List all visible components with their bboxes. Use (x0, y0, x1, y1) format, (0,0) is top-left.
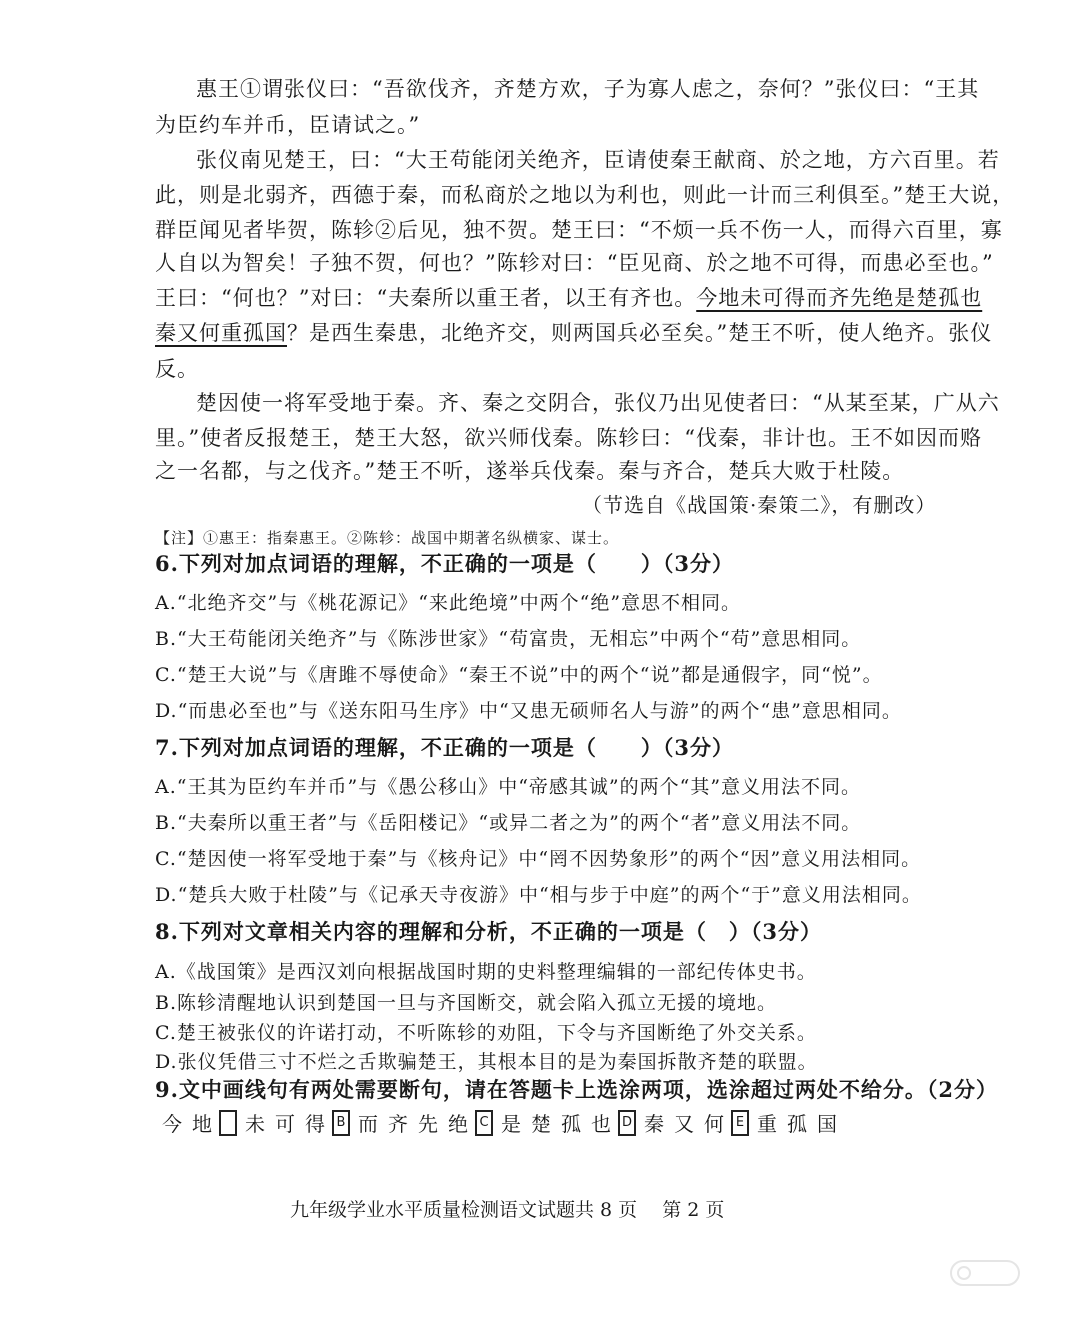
sequence-char: 绝 (448, 1112, 468, 1136)
passage-line: 此，则是北弱齐，西德于秦，而私商於之地以为利也，则此一计而三利俱至。”楚王大说， (155, 183, 1015, 207)
question-7-stem: 7.下列对加点词语的理解，不正确的一项是（ ）（3分） (155, 735, 735, 760)
sequence-char: 也 (591, 1112, 611, 1136)
break-option-b-box[interactable]: B (332, 1110, 350, 1136)
passage-line: 群臣闻见者毕贺，陈轸②后见，独不贺。楚王曰：“不烦一兵不伤一人，而得六百里，寡 (155, 218, 1003, 242)
sequence-char: 秦 (644, 1112, 664, 1136)
passage-line: 为臣约车并币，臣请试之。” (155, 113, 421, 137)
passage-line: 楚因使一将军受地于秦。齐、秦之交阴合，张仪乃出见使者曰：“从某至某，广从六 (196, 391, 1000, 415)
sequence-char: 得 (305, 1112, 325, 1136)
sequence-char: 先 (418, 1112, 438, 1136)
passage-line (155, 319, 992, 347)
question-8-option-d: D.张仪凭借三寸不烂之舌欺骗楚王，其根本目的是为秦国拆散齐楚的联盟。 (155, 1051, 818, 1073)
passage-line: 惠王①谓张仪曰：“吾欲伐齐，齐楚方欢，子为寡人虑之，奈何？”张仪曰：“王其 (196, 77, 980, 101)
sequence-char: 重 (757, 1112, 777, 1136)
underlined-sentence: 秦又何重孤国 (155, 321, 287, 345)
passage-line (155, 284, 982, 312)
question-9-stem: 9.文中画线句有两处需要断句，请在答题卡上选涂两项，选涂超过两处不给分。（2分） (155, 1077, 999, 1102)
break-option-c-box[interactable]: C (475, 1110, 493, 1136)
source-citation: （节选自《战国策·秦策二》，有删改） (582, 493, 937, 517)
break-option-e-box[interactable]: E (731, 1110, 749, 1136)
question-8-option-a: A.《战国策》是西汉刘向根据战国时期的史料整理编辑的一部纪传体史书。 (155, 961, 817, 983)
question-6-stem: 6.下列对加点词语的理解，不正确的一项是（ ）（3分） (155, 551, 735, 576)
underlined-sentence: 今地未可得而齐先绝是楚孤也 (696, 286, 983, 310)
sequence-char: 孤 (787, 1112, 807, 1136)
question-6-option-b: B.“大王苟能闭关绝齐”与《陈涉世家》“苟富贵，无相忘”中两个“苟”意思相同。 (155, 628, 862, 650)
break-option-a-box[interactable] (219, 1110, 237, 1136)
question-7-option-d: D.“楚兵大败于杜陵”与《记承天寺夜游》中“相与步于中庭”的两个“于”意义用法相同。 (155, 884, 922, 906)
passage-line: 人自以为智矣！子独不贺，何也？”陈轸对曰：“臣见商、於之地不可得，而患必至也。” (155, 251, 994, 275)
question-7-option-c: C.“楚因使一将军受地于秦”与《核舟记》中“罔不因势象形”的两个“因”意义用法相同。 (155, 848, 922, 870)
page-footer: 九年级学业水平质量检测语文试题共 8 页 第 2 页 (290, 1199, 725, 1221)
passage-text: ？是西生秦患，北绝齐交，则两国兵必至矣。”楚王不听，使人绝齐。张仪 (287, 321, 993, 345)
passage-line: 之一名都，与之伐齐。”楚王不听，遂举兵伐秦。秦与齐合，楚兵大败于杜陵。 (155, 459, 905, 483)
sequence-char: 齐 (388, 1112, 408, 1136)
passage-line: 里。”使者反报楚王，楚王大怒，欲兴师伐秦。陈轸曰：“伐秦，非计也。王不如因而赂 (155, 426, 982, 450)
question-6-option-c: C.“楚王大说”与《唐雎不辱使命》“秦王不说”中的两个“说”都是通假字，同“悦”。 (155, 664, 883, 686)
question-8-option-b: B.陈轸清醒地认识到楚国一旦与齐国断交，就会陷入孤立无援的境地。 (155, 992, 778, 1014)
passage-text: 王曰：“何也？”对曰：“夫秦所以重王者，以王有齐也。 (155, 286, 697, 310)
sequence-char: 可 (275, 1112, 295, 1136)
break-option-d-box[interactable]: D (618, 1110, 636, 1136)
sequence-char: 未 (245, 1112, 265, 1136)
question-8-stem: 8.下列对文章相关内容的理解和分析，不正确的一项是（ ）（3分） (155, 919, 823, 944)
question-7-option-a: A.“王其为臣约车并币”与《愚公移山》中“帝感其诚”的两个“其”意义用法不同。 (155, 776, 862, 798)
sequence-char: 楚 (531, 1112, 551, 1136)
question-7-option-b: B.“夫秦所以重王者”与《岳阳楼记》“或异二者之为”的两个“者”意义用法不同。 (155, 812, 862, 834)
sequence-char: 是 (501, 1112, 521, 1136)
sequence-char: 何 (704, 1112, 724, 1136)
sequence-char: 而 (358, 1112, 378, 1136)
question-6-option-d: D.“而患必至也”与《送东阳马生序》中“又患无硕师名人与游”的两个“患”意思相同。 (155, 700, 902, 722)
sequence-char: 又 (674, 1112, 694, 1136)
sequence-char: 国 (817, 1112, 837, 1136)
sequence-char: 今 (162, 1112, 182, 1136)
passage-line: 反。 (155, 357, 199, 381)
annotation-note: 【注】①惠王：指秦惠王。②陈轸：战国中期著名纵横家、谋士。 (155, 529, 620, 547)
question-8-option-c: C.楚王被张仪的许诺打动，不听陈轸的劝阻，下令与齐国断绝了外交关系。 (155, 1022, 817, 1044)
sequence-char: 孤 (561, 1112, 581, 1136)
watermark-logo-icon (950, 1260, 1020, 1286)
sentence-break-options (157, 1108, 842, 1137)
passage-line: 张仪南见楚王，曰：“大王苟能闭关绝齐，臣请使秦王献商、於之地，方六百里。若 (196, 148, 1000, 172)
question-6-option-a: A.“北绝齐交”与《桃花源记》“来此绝境”中两个“绝”意思不相同。 (155, 592, 742, 614)
sequence-char: 地 (192, 1112, 212, 1136)
